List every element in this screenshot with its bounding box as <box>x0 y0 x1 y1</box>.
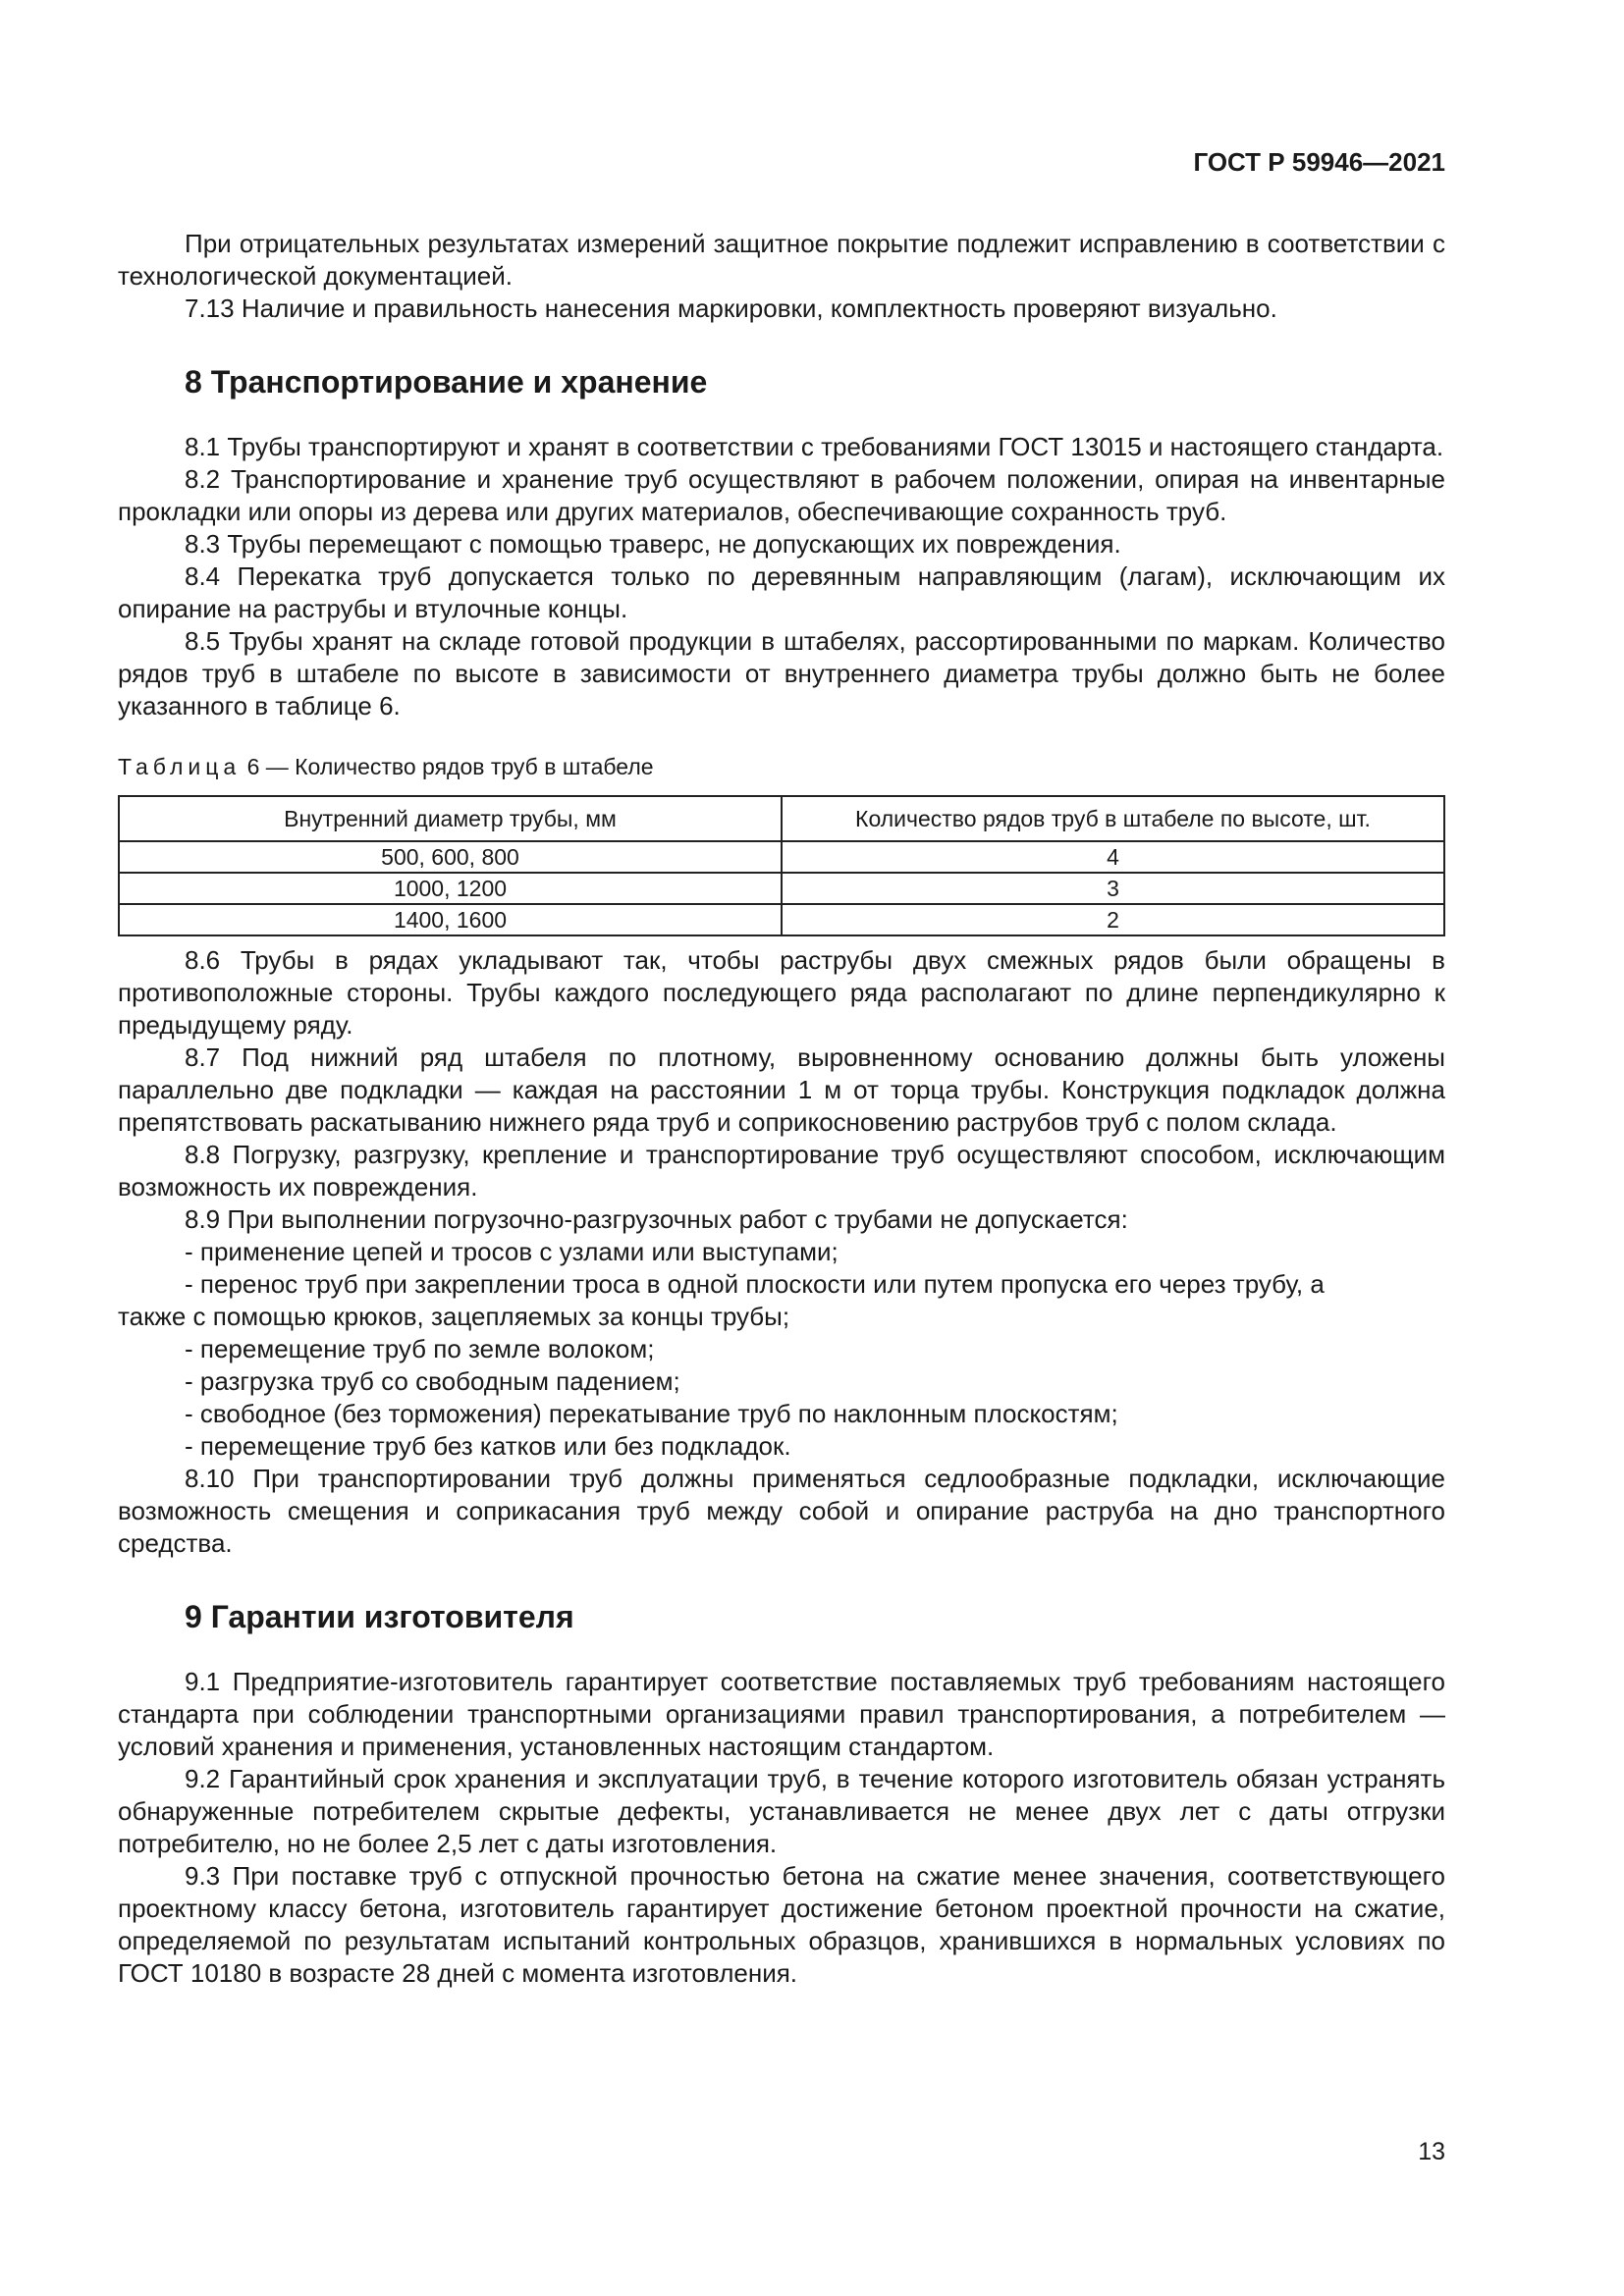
list-item-continuation: также с помощью крюков, зацепляемых за концы трубы; <box>118 1302 790 1331</box>
list-item: - перемещение труб по земле волоком; <box>185 1334 655 1363</box>
paragraph: 8.6 Трубы в рядах укладывают так, чтобы раструбы двух смежных рядов были обращены в противоположные стороны. Трубы каждого последующего ряда располагают по длине перпендикулярно к предыдущему ряду. <box>118 945 1445 1040</box>
paragraph: 8.9 При выполнении погрузочно-разгрузочных работ с трубами не допускается: <box>185 1204 1128 1234</box>
section-9-title: 9 Гарантии изготовителя <box>185 1599 574 1634</box>
table-caption-text: 6 — Количество рядов труб в штабеле <box>241 754 654 779</box>
column-header: Внутренний диаметр трубы, мм <box>119 796 782 841</box>
paragraph: 7.13 Наличие и правильность нанесения маркировки, комплектность проверяют визуально. <box>185 294 1277 323</box>
paragraph: 8.1 Трубы транспортируют и хранят в соответствии с требованиями ГОСТ 13015 и настоящего стандарта. <box>185 432 1444 461</box>
paragraph: 8.3 Трубы перемещают с помощью траверс, не допускающих их повреждения. <box>185 529 1121 559</box>
paragraph: 8.5 Трубы хранят на складе готовой продукции в штабелях, рассортированными по маркам. Количество рядов труб в штабеле по высоте в зависимости от внутреннего диаметра трубы должно быть не более указанного в таблице 6. <box>118 626 1445 721</box>
paragraph: 8.4 Перекатка труб допускается только по деревянным направляющим (лагам), исключающим их опирание на раструбы и втулочные концы. <box>118 561 1445 623</box>
paragraph: 9.3 При поставке труб с отпускной прочностью бетона на сжатие менее значения, соответствующего проектному классу бетона, изготовитель гарантирует достижение бетоном проектной прочности на сжатие, определяемой по результатам испытаний контрольных образцов, хранившихся в нормальных условиях по ГОСТ 10180 в возрасте 28 дней с момента изготовления. <box>118 1861 1445 1988</box>
section-8-title: 8 Транспортирование и хранение <box>185 364 708 400</box>
table-header-row <box>119 796 1444 841</box>
table-cell: 3 <box>782 873 1444 904</box>
paragraph: При отрицательных результатах измерений защитное покрытие подлежит исправлению в соответствии с технологической документацией. <box>118 229 1445 291</box>
document-id: ГОСТ Р 59946—2021 <box>1193 147 1445 177</box>
paragraph: 9.1 Предприятие-изготовитель гарантирует соответствие поставляемых труб требованиям настоящего стандарта при соблюдении транспортными организациями правил транспортирования, а потребителем — условий хранения и применения, установленных настоящим стандартом. <box>118 1667 1445 1761</box>
list-item: - перенос труб при закреплении троса в одной плоскости или путем пропуска его через трубу, а <box>185 1269 1325 1299</box>
page-number: 13 <box>1418 2138 1445 2165</box>
table-caption-word: Таблица <box>118 754 242 779</box>
table-cell: 1400, 1600 <box>119 904 782 935</box>
table-cell: 1000, 1200 <box>119 873 782 904</box>
table-cell: 500, 600, 800 <box>119 841 782 873</box>
table-caption <box>118 752 1445 781</box>
list-item: - применение цепей и тросов с узлами или выступами; <box>185 1237 839 1266</box>
list-item: - перемещение труб без катков или без подкладок. <box>185 1431 791 1461</box>
paragraph: 8.10 При транспортировании труб должны применяться седлообразные подкладки, исключающие возможность смещения и соприкасания труб между собой и опирание раструба на дно транспортного средства. <box>118 1464 1445 1558</box>
paragraph: 8.7 Под нижний ряд штабеля по плотному, выровненному основанию должны быть уложены параллельно две подкладки — каждая на расстоянии 1 м от торца трубы. Конструкция подкладок должна препятствовать раскатыванию нижнего ряда труб и соприкосновению раструбов труб с полом склада. <box>118 1042 1445 1137</box>
paragraph: 8.2 Транспортирование и хранение труб осуществляют в рабочем положении, опирая на инвентарные прокладки или опоры из дерева или других материалов, обеспечивающие сохранность труб. <box>118 464 1445 526</box>
document-body <box>118 228 1445 1990</box>
paragraph: 8.8 Погрузку, разгрузку, крепление и транспортирование труб осуществляют способом, исключающим возможность их повреждения. <box>118 1140 1445 1201</box>
list-item: - свободное (без торможения) перекатывание труб по наклонным плоскостям; <box>185 1399 1118 1428</box>
table-row <box>119 904 1444 935</box>
table-cell: 2 <box>782 904 1444 935</box>
table-row <box>119 841 1444 873</box>
paragraph: 9.2 Гарантийный срок хранения и эксплуатации труб, в течение которого изготовитель обязан устранять обнаруженные потребителем скрытые дефекты, устанавливается не менее двух лет с даты отгрузки потребителю, но не более 2,5 лет с даты изготовления. <box>118 1764 1445 1858</box>
table-cell: 4 <box>782 841 1444 873</box>
column-header: Количество рядов труб в штабеле по высоте, шт. <box>782 796 1444 841</box>
list-item: - разгрузка труб со свободным падением; <box>185 1366 680 1396</box>
table-row <box>119 873 1444 904</box>
table-6 <box>118 795 1445 936</box>
